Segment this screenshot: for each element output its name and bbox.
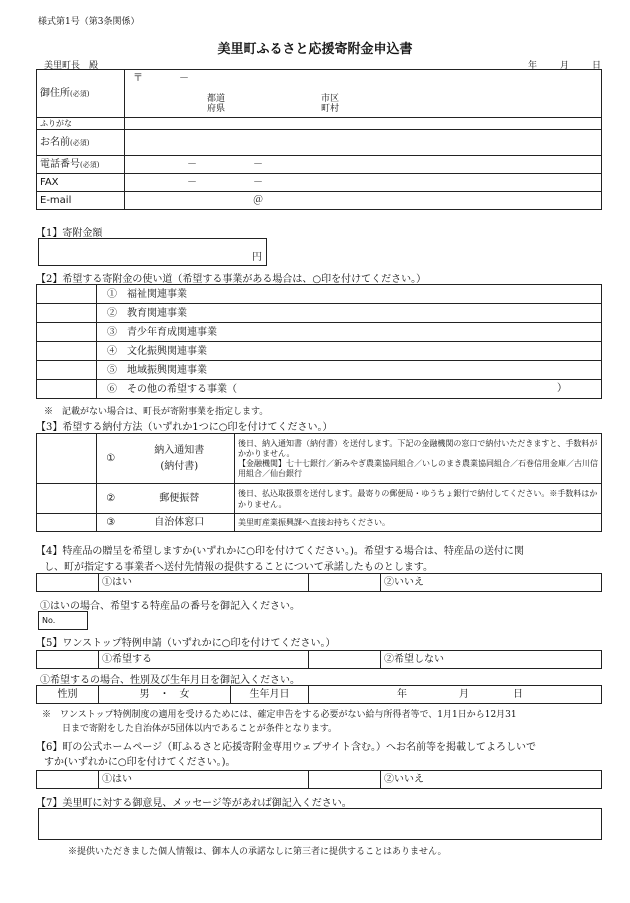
number-label: No. bbox=[42, 616, 56, 625]
section2-heading: 【2】希望する寄附金の使い道（希望する事業がある場合は、○印を付けてください。） bbox=[36, 274, 427, 285]
gift-yes-check[interactable] bbox=[37, 574, 99, 592]
email-field[interactable] bbox=[125, 192, 602, 210]
usage-item: ① 福祉関連事業 bbox=[97, 285, 602, 304]
date-year-label: 年 bbox=[528, 61, 538, 71]
onestop-no-check[interactable] bbox=[309, 651, 381, 669]
dob-year: 年 bbox=[397, 689, 407, 700]
dob-label: 生年月日 bbox=[231, 686, 309, 704]
phone-label-cell: 電話番号(必須) bbox=[37, 156, 125, 174]
applicant-table bbox=[36, 69, 602, 210]
address-label-cell: 御住所(必須) bbox=[37, 70, 125, 118]
postal-dash: － bbox=[179, 73, 189, 84]
yen-unit: 円 bbox=[252, 252, 262, 263]
onestop-yes-label: ①希望する bbox=[99, 651, 309, 669]
payment-num: ① bbox=[97, 434, 125, 484]
payment-check-1[interactable] bbox=[37, 434, 97, 484]
gender-label: 性別 bbox=[37, 686, 99, 704]
publish-no-label: ②いいえ bbox=[381, 771, 602, 789]
date-day-label: 日 bbox=[592, 61, 602, 71]
address-field[interactable] bbox=[125, 70, 602, 118]
addressee: 美里町長 殿 bbox=[44, 61, 99, 71]
onestop-choice-table bbox=[36, 650, 602, 669]
gift-yes-label: ①はい bbox=[99, 574, 309, 592]
date-month-label: 月 bbox=[560, 61, 570, 71]
footer-note: ※提供いただきました個人情報は、御本人の承諾なしに第三者に提供することはありません。 bbox=[68, 847, 447, 857]
payment-desc: 後日、納入通知書（納付書）を送付します。下記の金融機関の窓口で納付いただきますと、手数料がかかりません。 【金融機関】七十七銀行／新みやぎ農業協同組合／いしのまき農業協同組合／石巻信用金庫／古川信用組合／仙台銀行 bbox=[235, 434, 602, 484]
section1-heading: 【1】寄附金額 bbox=[36, 228, 103, 239]
email-label: E-mail bbox=[37, 192, 125, 210]
usage-check-2[interactable] bbox=[37, 304, 97, 323]
donation-amount-field[interactable] bbox=[38, 238, 267, 266]
payment-desc: 美里町産業振興課へ直接お持ちください。 bbox=[235, 514, 602, 532]
usage-item: ④ 文化振興関連事業 bbox=[97, 342, 602, 361]
payment-table bbox=[36, 433, 602, 532]
section3-heading: 【3】希望する納付方法（いずれか1つに○印を付けてください。） bbox=[36, 422, 333, 433]
postal-mark: 〒 bbox=[133, 73, 143, 84]
gift-no-label: ②いいえ bbox=[381, 574, 602, 592]
gift-choice-table bbox=[36, 573, 602, 592]
usage-item: ⑤ 地域振興関連事業 bbox=[97, 361, 602, 380]
prefecture-label: 都道 府県 bbox=[207, 94, 226, 114]
payment-label: 納入通知書 (納付書) bbox=[125, 434, 235, 484]
city-label: 市区 町村 bbox=[321, 94, 340, 114]
gender-dob-table bbox=[36, 685, 602, 704]
phone-dash-1: － bbox=[187, 159, 197, 170]
publish-no-check[interactable] bbox=[309, 771, 381, 789]
publish-yes-label: ①はい bbox=[99, 771, 309, 789]
form-number: 様式第1号（第3条関係） bbox=[38, 17, 140, 27]
payment-label: 自治体窓口 bbox=[125, 514, 235, 532]
onestop-note-line2: 日まで寄附をした自治体が5団体以内であることが条件となります。 bbox=[62, 724, 338, 734]
onestop-note-line1: ※ ワンストップ特例制度の適用を受けるためには、確定申告をする必要がない給与所得者等で、1月1日から12月31 bbox=[42, 710, 517, 720]
section6-heading-line1: 【6】町の公式ホームページ（町ふるさと応援寄附金専用ウェブサイト含む。）へお名前等を掲載してよろしいで bbox=[36, 742, 537, 753]
furigana-field[interactable] bbox=[125, 118, 602, 130]
usage-check-6[interactable] bbox=[37, 380, 97, 399]
fax-dash-1: － bbox=[187, 177, 197, 188]
dob-day: 日 bbox=[513, 689, 523, 700]
usage-item: ③ 青少年育成関連事業 bbox=[97, 323, 602, 342]
usage-check-1[interactable] bbox=[37, 285, 97, 304]
section2-note: ※ 記載がない場合は、町長が寄附事業を指定します。 bbox=[44, 407, 269, 417]
message-field[interactable] bbox=[38, 808, 602, 840]
publish-yes-check[interactable] bbox=[37, 771, 99, 789]
section7-heading: 【7】美里町に対する御意見、メッセージ等があれば御記入ください。 bbox=[36, 798, 352, 809]
publish-choice-table bbox=[36, 770, 602, 789]
payment-desc: 後日、払込取扱票を送付します。最寄りの郵便局・ゆうちょ銀行で納付してください。※手数料はかかりません。 bbox=[235, 484, 602, 514]
fax-dash-2: － bbox=[253, 177, 263, 188]
dob-field[interactable] bbox=[309, 686, 602, 704]
usage-table bbox=[36, 284, 602, 399]
gender-options[interactable]: 男 ・ 女 bbox=[99, 686, 231, 704]
name-label-cell: お名前(必須) bbox=[37, 130, 125, 156]
onestop-no-label: ②希望しない bbox=[381, 651, 602, 669]
payment-check-2[interactable] bbox=[37, 484, 97, 514]
section4-heading-line2: し、町が指定する事業者へ送付先情報の提供することについて承諾したものとします。 bbox=[44, 562, 433, 573]
phone-dash-2: － bbox=[253, 159, 263, 170]
section6-heading-line2: すか(いずれかに○印を付けてください。)。 bbox=[44, 757, 236, 768]
usage-item-other[interactable]: ⑥ その他の希望する事業（ ） bbox=[97, 380, 602, 399]
phone-field[interactable] bbox=[125, 156, 602, 174]
usage-item: ② 教育関連事業 bbox=[97, 304, 602, 323]
section4-heading-line1: 【4】特産品の贈呈を希望しますか(いずれかに○印を付けてください。)。希望する場合は、特産品の送付に関 bbox=[36, 546, 524, 557]
onestop-yes-check[interactable] bbox=[37, 651, 99, 669]
payment-num: ③ bbox=[97, 514, 125, 532]
usage-check-5[interactable] bbox=[37, 361, 97, 380]
fax-label: FAX bbox=[37, 174, 125, 192]
payment-num: ② bbox=[97, 484, 125, 514]
name-field[interactable] bbox=[125, 130, 602, 156]
usage-check-4[interactable] bbox=[37, 342, 97, 361]
usage-check-3[interactable] bbox=[37, 323, 97, 342]
form-title: 美里町ふるさと応援寄附金申込書 bbox=[217, 42, 413, 57]
furigana-label: ふりがな bbox=[37, 118, 125, 130]
gift-number-field[interactable] bbox=[38, 611, 88, 630]
close-paren: ） bbox=[557, 383, 567, 394]
fax-field[interactable] bbox=[125, 174, 602, 192]
payment-check-3[interactable] bbox=[37, 514, 97, 532]
payment-label: 郵便振替 bbox=[125, 484, 235, 514]
section5-heading: 【5】ワンストップ特例申請（いずれかに○印を付けてください。） bbox=[36, 638, 336, 649]
gift-no-check[interactable] bbox=[309, 574, 381, 592]
onestop-instruction: ①希望するの場合、性別及び生年月日を御記入ください。 bbox=[40, 675, 300, 686]
gift-instruction: ①はいの場合、希望する特産品の番号を御記入ください。 bbox=[40, 601, 300, 612]
dob-month: 月 bbox=[459, 689, 469, 700]
at-mark: ＠ bbox=[253, 195, 263, 206]
